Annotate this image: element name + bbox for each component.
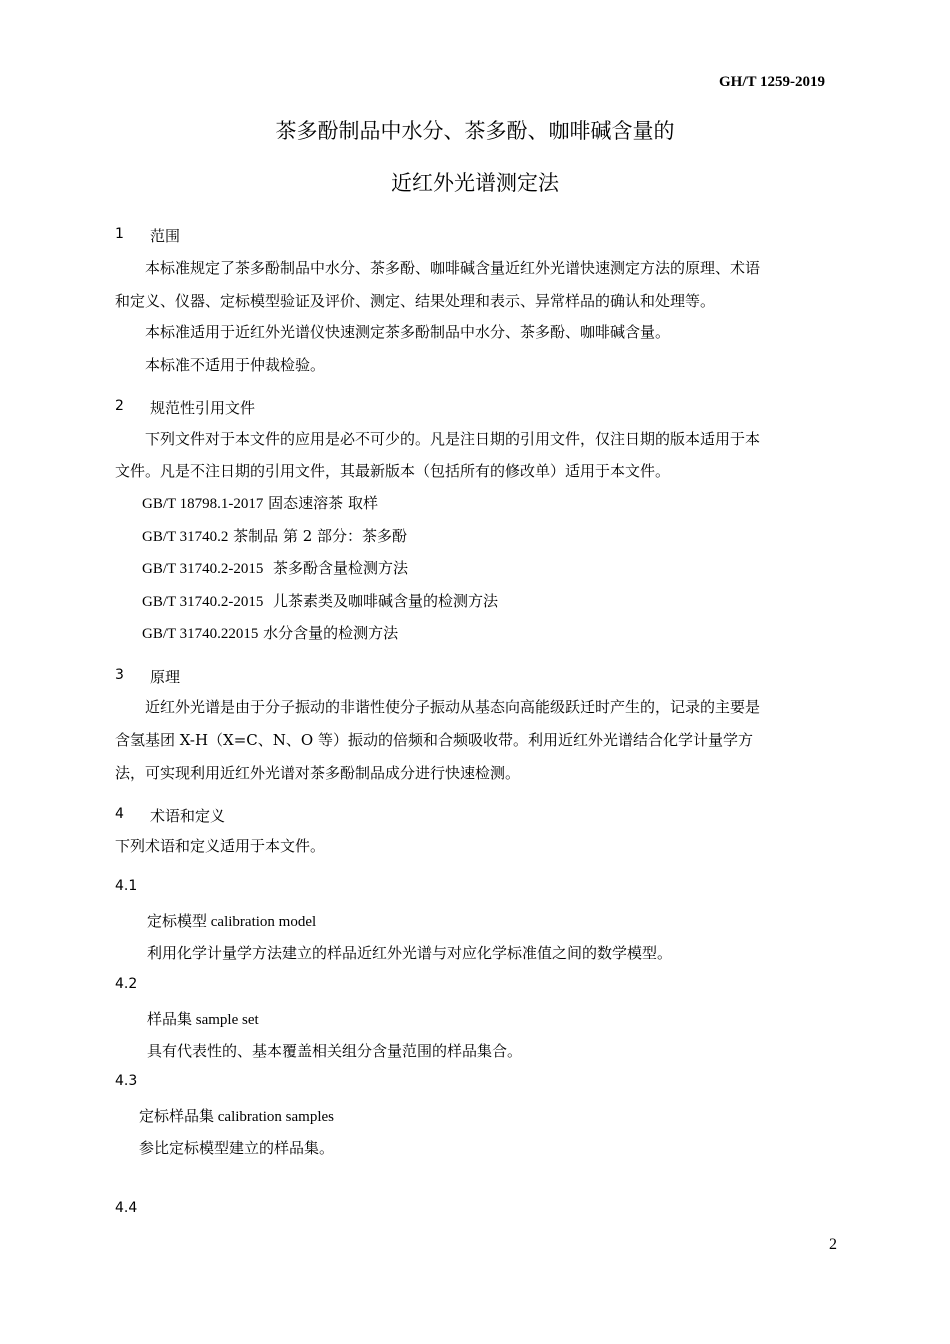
standard-number: GH/T 1259-2019 [719, 74, 825, 90]
term-title: 定标样品集 calibration samples [139, 1107, 334, 1125]
reference-item: GB/T 18798.1-2017 固态速溶茶 取样 [142, 494, 378, 512]
reference-item: GB/T 31740.2-2015 儿茶素类及咖啡碱含量的检测方法 [142, 592, 498, 610]
document-title-line1: 茶多酚制品中水分、茶多酚、咖啡碱含量的 [275, 119, 675, 143]
term-definition: 参比定标模型建立的样品集。 [139, 1139, 335, 1157]
term-number: 4.2 [115, 976, 138, 992]
section-1-heading: 范围 [150, 227, 181, 245]
section-3-paragraph: 近红外光谱是由于分子振动的非谐性使分子振动从基态向高能级跃迁时产生的，记录的主要是 [145, 698, 761, 716]
reference-item: GB/T 31740.2-2015 茶多酚含量检测方法 [142, 559, 408, 577]
section-1-paragraph: 本标准规定了茶多酚制品中水分、茶多酚、咖啡碱含量近红外光谱快速测定方法的原理、术语 [145, 259, 761, 277]
term-title: 样品集 sample set [147, 1010, 259, 1028]
section-3-heading: 原理 [150, 668, 181, 686]
section-2-paragraph-cont: 文件。凡是不注日期的引用文件，其最新版本（包括所有的修改单）适用于本文件。 [115, 462, 671, 480]
section-1-applicability: 本标准适用于近红外光谱仪快速测定茶多酚制品中水分、茶多酚、咖啡碱含量。 [145, 323, 671, 341]
term-definition: 具有代表性的、基本覆盖相关组分含量范围的样品集合。 [147, 1042, 523, 1060]
section-2-paragraph: 下列文件对于本文件的应用是必不可少的。凡是注日期的引用文件，仅注日期的版本适用于本 [145, 430, 761, 448]
section-2-number: 2 [115, 398, 124, 414]
reference-item: GB/T 31740.22015 水分含量的检测方法 [142, 624, 399, 642]
section-3-paragraph-cont: 含氢基团 X-H（X=C、N、O 等）振动的倍频和合频吸收带。利用近红外光谱结合化学计量学方 [115, 731, 753, 749]
term-number: 4.1 [115, 878, 138, 894]
section-1-paragraph-cont: 和定义、仪器、定标模型验证及评价、测定、结果处理和表示、异常样品的确认和处理等。 [115, 292, 716, 310]
page-number: 2 [829, 1236, 837, 1253]
reference-item: GB/T 31740.2 茶制品 第 2 部分：茶多酚 [142, 527, 408, 545]
section-3-number: 3 [115, 667, 124, 683]
section-3-paragraph-cont: 法，可实现利用近红外光谱对茶多酚制品成分进行快速检测。 [115, 764, 521, 782]
section-1-number: 1 [115, 226, 124, 242]
term-definition: 利用化学计量学方法建立的样品近红外光谱与对应化学标准值之间的数学模型。 [147, 944, 673, 962]
document-title-line2: 近红外光谱测定法 [391, 171, 559, 195]
term-number: 4.3 [115, 1073, 138, 1089]
section-1-exclusion: 本标准不适用于仲裁检验。 [145, 356, 326, 374]
section-4-intro: 下列术语和定义适用于本文件。 [115, 837, 326, 855]
section-2-heading: 规范性引用文件 [150, 399, 256, 417]
section-4-heading: 术语和定义 [150, 807, 226, 825]
section-4-number: 4 [115, 806, 124, 822]
term-title: 定标模型 calibration model [147, 912, 317, 930]
term-number: 4.4 [115, 1200, 138, 1216]
